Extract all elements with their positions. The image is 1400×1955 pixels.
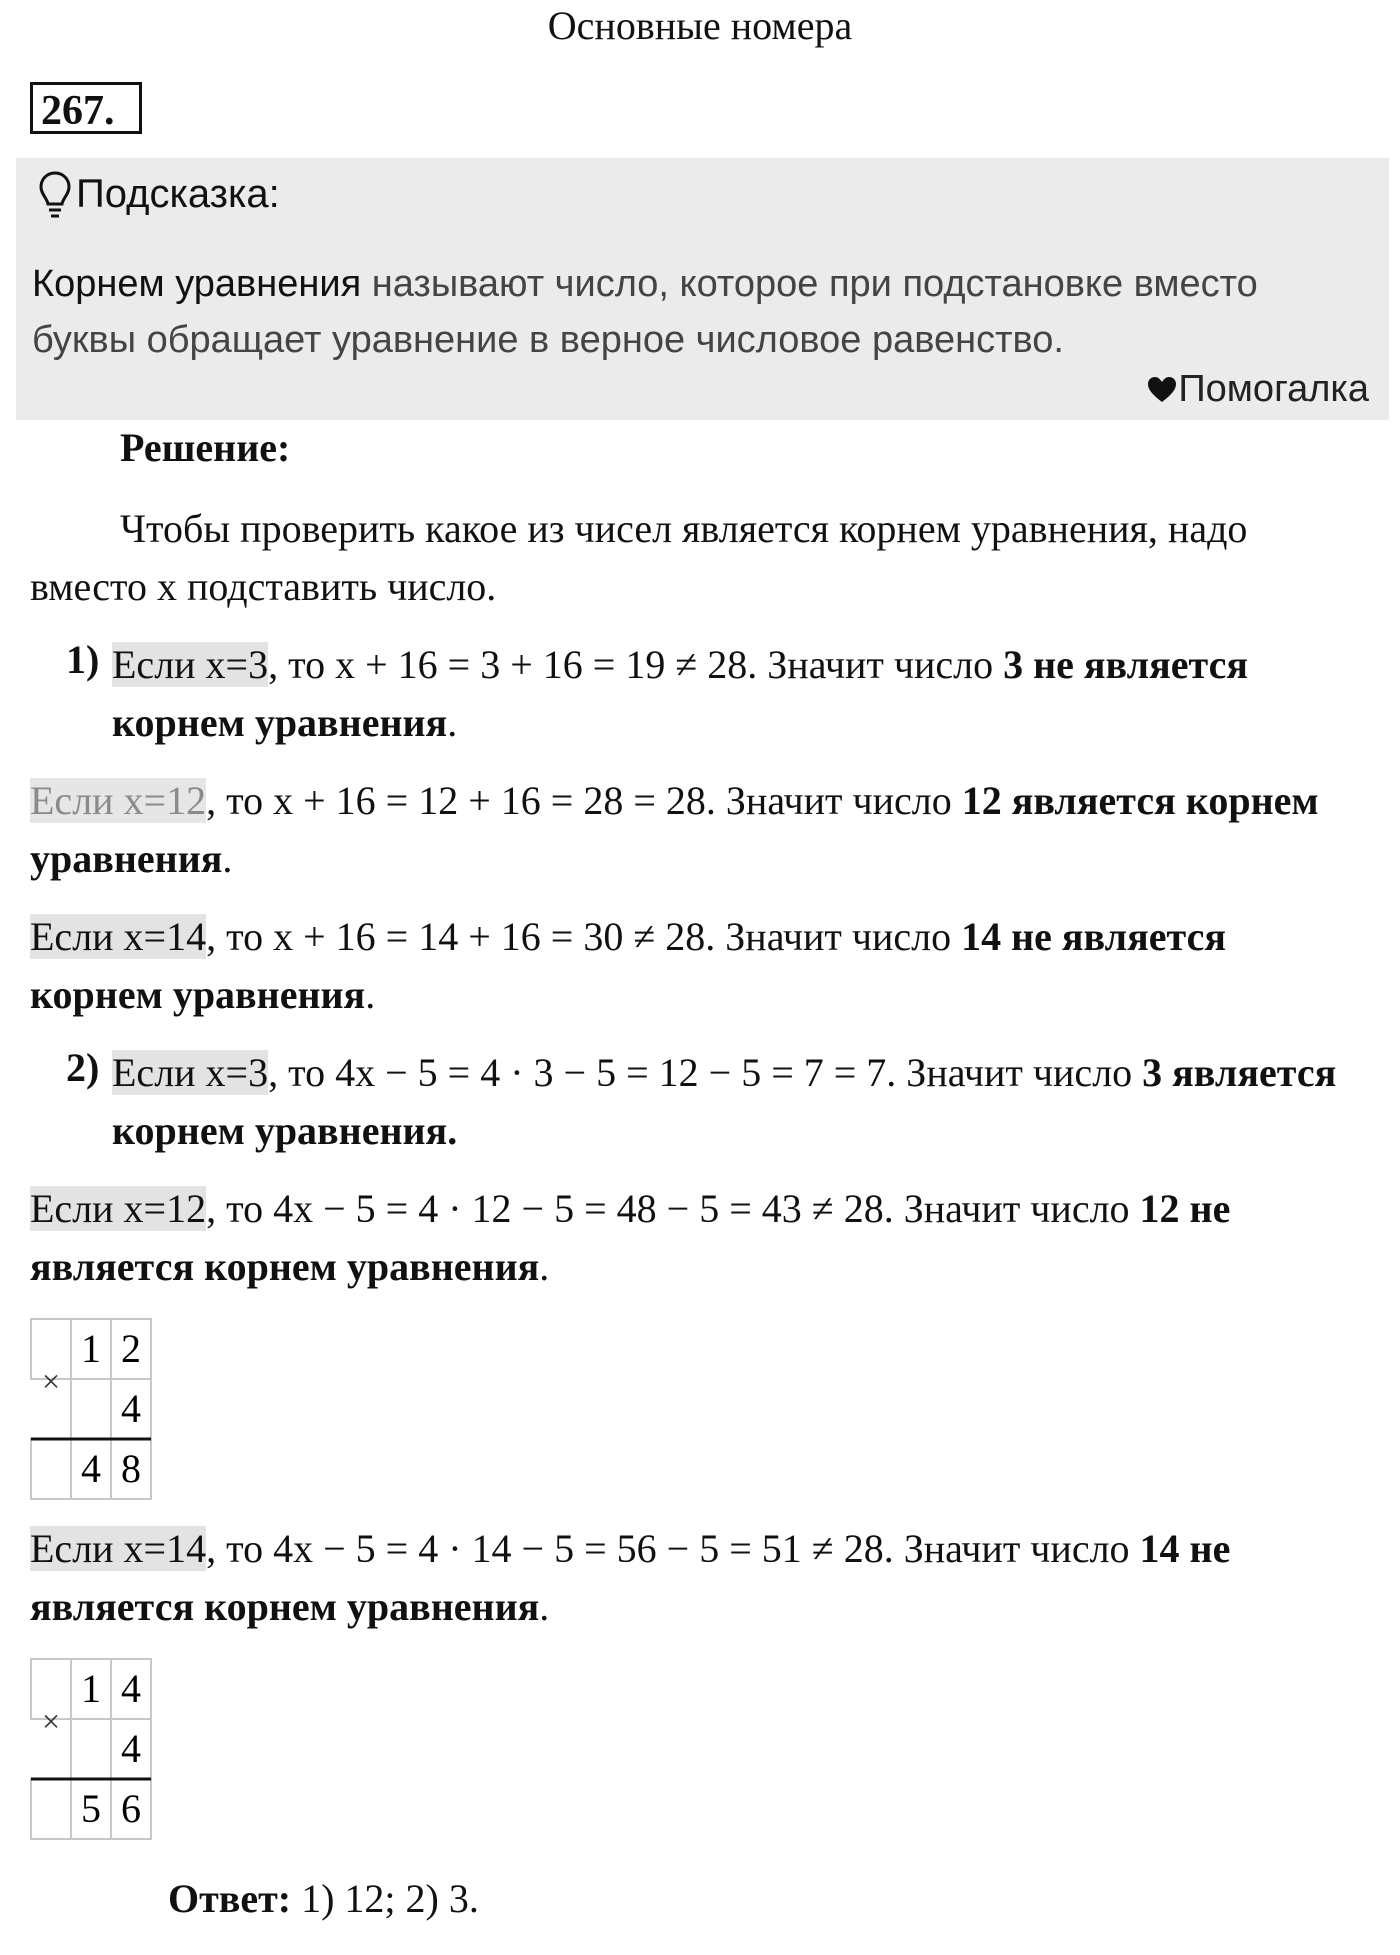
answer xyxy=(168,1875,479,1922)
hint-text xyxy=(32,256,1372,368)
solution-title: Решение: xyxy=(120,425,291,470)
multiplication-grid-2 xyxy=(30,1658,152,1840)
p2a xyxy=(112,1044,1382,1160)
calc2-r1c2: 4 xyxy=(121,1666,141,1711)
p2a-rest: , то 4x − 5 = 4 · 3 − 5 = 12 − 5 = 7 = 7. Значит число xyxy=(268,1050,1143,1095)
p1a-rest: , то x + 16 = 3 + 16 = 19 ≠ 28. Значит число xyxy=(268,642,1004,687)
p2b-bold: 12 не является корнем уравнения xyxy=(30,1186,1231,1289)
p1a xyxy=(112,636,1362,752)
lightbulb-icon xyxy=(38,170,72,220)
calc1-sign: × xyxy=(41,1363,61,1399)
p2b-rest: , то 4x − 5 = 4 · 12 − 5 = 48 − 5 = 43 ≠ 28. Значит число xyxy=(206,1186,1140,1231)
calc1-r2c2: 4 xyxy=(121,1386,141,1431)
part2-label: 2) xyxy=(66,1045,100,1090)
calc2-r3c2: 6 xyxy=(121,1786,141,1831)
calc2-r3c1: 5 xyxy=(81,1786,101,1831)
p2a-bold: 3 является корнем уравнения. xyxy=(112,1050,1337,1153)
answer-label: Ответ: xyxy=(168,1876,292,1921)
p1c xyxy=(30,908,1360,1024)
calc1-r1c1: 1 xyxy=(81,1326,101,1371)
calc2-r1c1: 1 xyxy=(81,1666,101,1711)
p2a-lead: Если x=3 xyxy=(112,1050,269,1095)
hint-box xyxy=(16,158,1389,420)
p1a-end: . xyxy=(447,700,458,745)
multiplication-grid-1 xyxy=(30,1318,152,1500)
p1b-rest: , то x + 16 = 12 + 16 = 28 = 28. Значит число xyxy=(206,778,962,823)
p1c-end: . xyxy=(365,972,376,1017)
p1b xyxy=(30,772,1360,888)
calc2-r2c2: 4 xyxy=(121,1726,141,1771)
answer-text: 1) 12; 2) 3. xyxy=(291,1876,479,1921)
problem-number: 267. xyxy=(30,82,142,134)
p1a-lead: Если x=3 xyxy=(112,642,269,687)
p2b xyxy=(30,1180,1300,1296)
heart-icon xyxy=(1147,376,1177,404)
p1c-bold: 14 не является корнем уравнения xyxy=(30,914,1226,1017)
p1b-lead: Если x=12 xyxy=(30,778,207,823)
p1b-bold: 12 является корнем уравнения xyxy=(30,778,1319,881)
calc2-sign: × xyxy=(41,1703,61,1739)
p2c-end: . xyxy=(539,1584,550,1629)
p2c-rest: , то 4x − 5 = 4 · 14 − 5 = 56 − 5 = 51 ≠ 28. Значит число xyxy=(206,1526,1140,1571)
p1a-bold: 3 не является корнем уравнения xyxy=(112,642,1248,745)
calc1-r3c1: 4 xyxy=(81,1446,101,1491)
p1b-end: . xyxy=(222,836,233,881)
intro-text: Чтобы проверить какое из чисел является корнем уравнения, надо вместо x подставить число. xyxy=(30,506,1248,609)
page-header: Основные номера xyxy=(547,3,853,48)
hint-definition: называют число, которое при подстановке вместо буквы обращает уравнение в верное числовое равенство. xyxy=(32,263,1258,361)
p2c-lead: Если x=14 xyxy=(30,1526,207,1571)
brand-label: Помогалка xyxy=(1178,368,1369,410)
hint-term: Корнем уравнения xyxy=(32,263,362,305)
hint-title: Подсказка: xyxy=(76,172,280,216)
p2b-end: . xyxy=(539,1244,550,1289)
part1-label: 1) xyxy=(66,637,100,682)
p1c-lead: Если x=14 xyxy=(30,914,207,959)
calc1-r3c2: 8 xyxy=(121,1446,141,1491)
p2c xyxy=(30,1520,1300,1636)
calc1-r1c2: 2 xyxy=(121,1326,141,1371)
p1c-rest: , то x + 16 = 14 + 16 = 30 ≠ 28. Значит число xyxy=(206,914,962,959)
p2b-lead: Если x=12 xyxy=(30,1186,207,1231)
p2c-bold: 14 не является корнем уравнения xyxy=(30,1526,1231,1629)
